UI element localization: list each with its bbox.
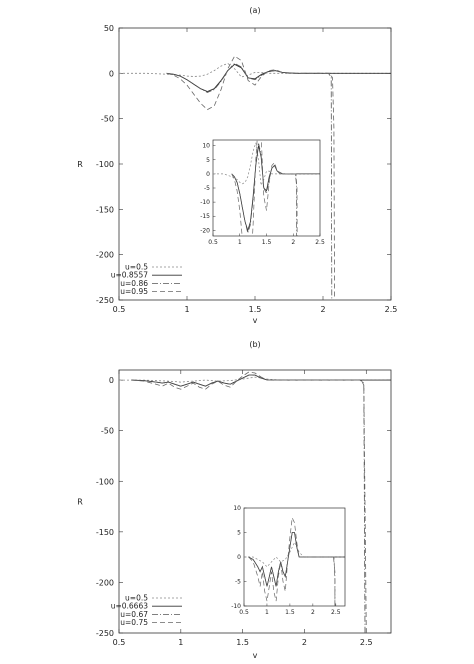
legend-label: u=0.67 [120, 609, 148, 619]
legend-label: u=0.5 [125, 262, 148, 272]
x-axis-label: v [252, 316, 258, 325]
legend-label: u=0.8557 [110, 270, 148, 280]
inset-x-tick-label: 2.5 [331, 609, 341, 616]
x-tick-label: 1 [184, 305, 190, 314]
x-tick-label: 1 [178, 638, 184, 647]
x-tick-label: 0.5 [112, 638, 126, 647]
inset-y-tick-label: -5 [235, 578, 241, 586]
y-tick-label: -100 [95, 477, 114, 487]
y-axis-label: R [77, 160, 83, 169]
x-tick-label: 2 [301, 638, 308, 647]
inset-x-tick-label: 0.5 [239, 609, 249, 616]
x-tick-label: 1.5 [236, 638, 250, 647]
inset-y-tick-label: 10 [233, 505, 241, 512]
legend-label: u=0.75 [120, 618, 148, 628]
y-tick-label: 0 [108, 69, 114, 79]
y-axis-label: R [77, 497, 83, 507]
y-tick-label: -150 [95, 205, 114, 215]
inset-x-tick-label: 2 [310, 609, 315, 616]
inset-y-tick-label: 10 [202, 142, 210, 150]
y-tick-label: 0 [108, 376, 114, 386]
legend-label: u=0.95 [120, 287, 148, 297]
x-tick-label: 1.5 [248, 305, 262, 314]
inset-x-tick-label: 1 [265, 609, 269, 616]
inset-y-tick-label: 5 [237, 529, 241, 537]
x-tick-label: 0.5 [112, 305, 126, 314]
legend-label: u=0.5 [125, 593, 148, 603]
y-tick-label: 50 [103, 24, 114, 33]
inset-y-tick-label: 0 [237, 554, 241, 561]
y-tick-label: -100 [95, 160, 114, 169]
y-tick-label: -200 [95, 250, 114, 260]
legend-label: u=0.6663 [110, 601, 148, 611]
inset-frame [213, 140, 320, 236]
inset-x-tick-label: 2 [291, 239, 296, 246]
inset-x-tick-label: 1.5 [285, 609, 295, 616]
panel-title: (b) [249, 340, 261, 349]
x-axis-label: v [252, 651, 258, 660]
inset-x-tick-label: 0.5 [208, 239, 218, 246]
y-tick-label: -150 [95, 527, 114, 537]
inset-y-tick-label: -10 [200, 199, 210, 207]
x-tick-label: 2 [320, 305, 326, 314]
y-tick-label: -250 [95, 629, 114, 638]
y-tick-label: -50 [100, 426, 114, 436]
y-tick-label: -250 [95, 296, 114, 305]
inset-y-tick-label: -20 [200, 227, 210, 235]
x-tick-label: 2.5 [359, 638, 373, 647]
panel-title: (a) [249, 6, 261, 15]
inset-x-tick-label: 1 [237, 239, 242, 246]
panel-b [77, 340, 391, 664]
inset-y-tick-label: 5 [206, 156, 210, 164]
inset-y-tick-label: -5 [204, 185, 210, 192]
inset-y-tick-label: -15 [200, 213, 210, 221]
legend-label: u=0.86 [120, 278, 148, 288]
y-tick-label: -50 [100, 114, 114, 124]
x-tick-label: 2.5 [384, 305, 398, 314]
y-tick-label: -200 [95, 578, 114, 588]
inset-x-tick-label: 2.5 [315, 239, 325, 246]
inset-y-tick-label: -10 [231, 603, 241, 610]
inset-x-tick-label: 1.5 [261, 239, 272, 246]
inset-y-tick-label: 0 [206, 170, 210, 178]
